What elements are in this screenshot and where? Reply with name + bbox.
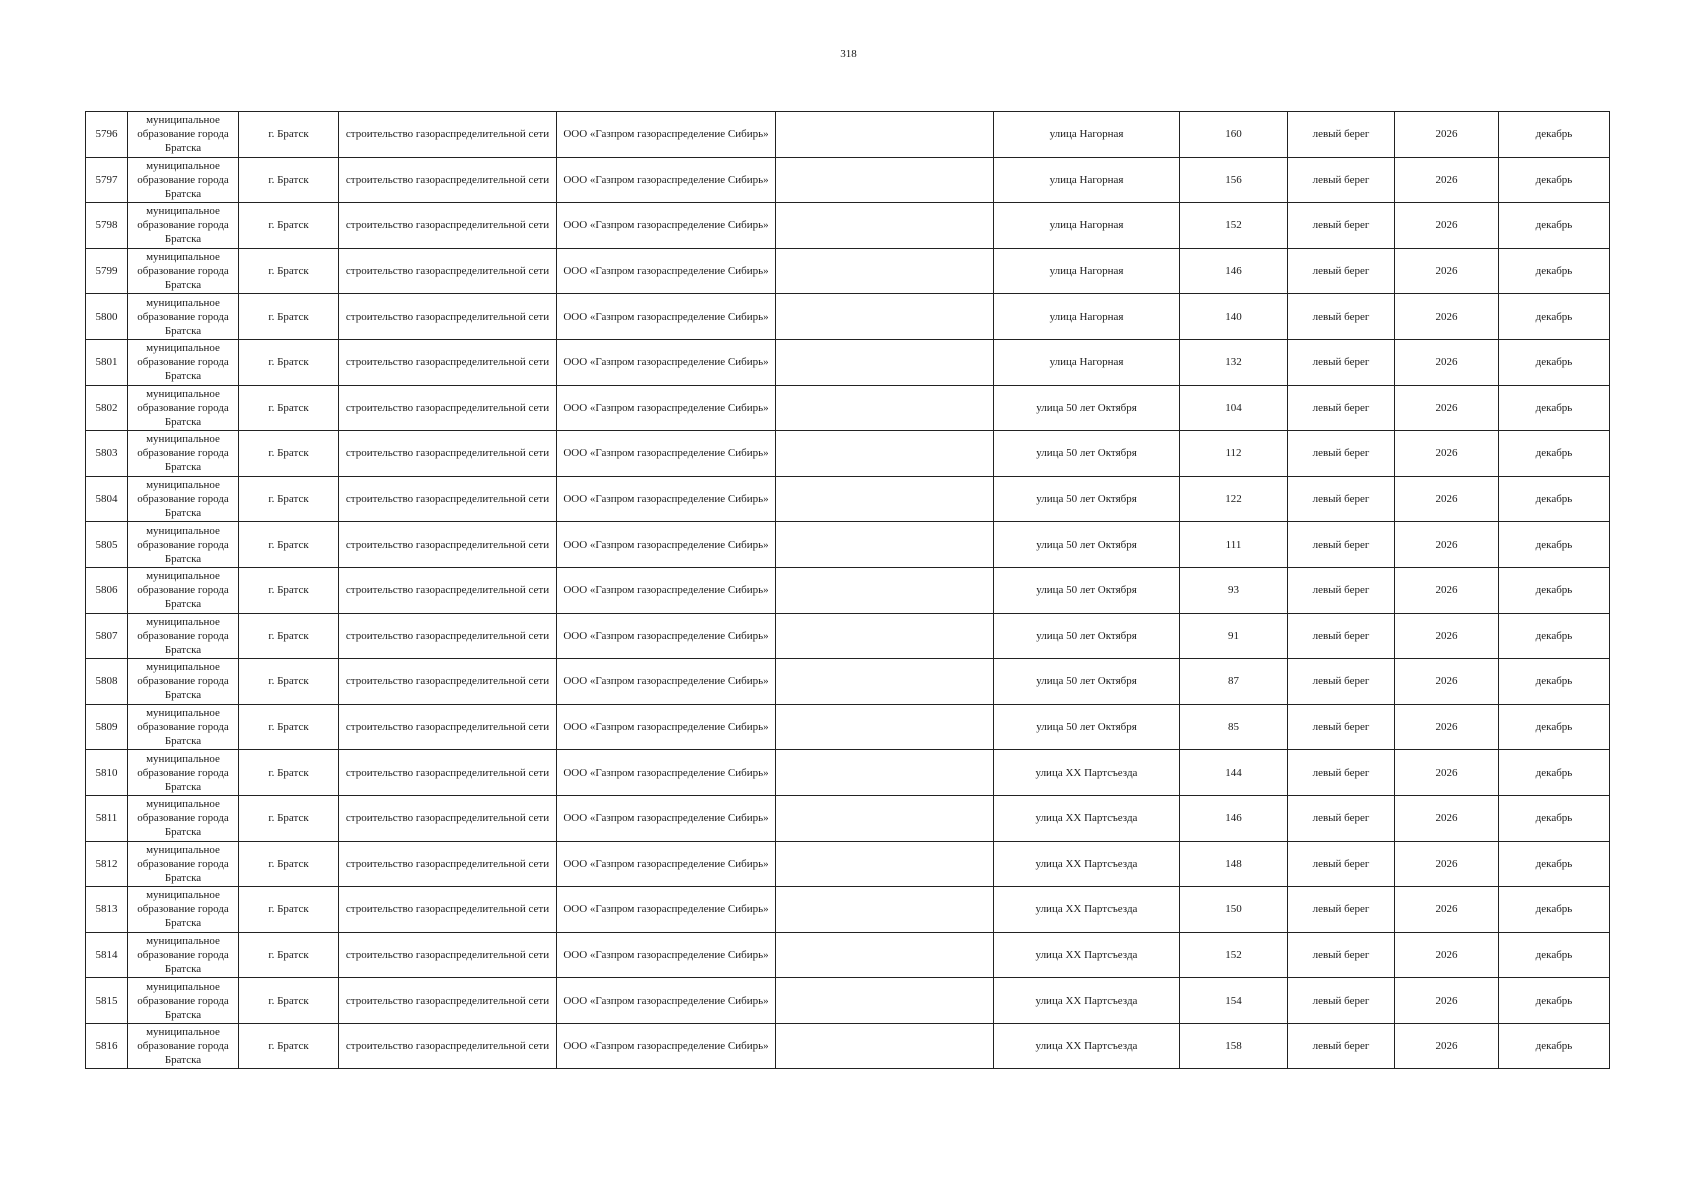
house-number-cell: 132 — [1180, 339, 1288, 385]
work-type-cell: строительство газораспределительной сети — [339, 750, 557, 796]
empty-cell — [776, 476, 994, 522]
municipality-cell: муниципальное образование города Братска — [128, 841, 239, 887]
month-cell: декабрь — [1499, 431, 1610, 477]
year-cell: 2026 — [1395, 704, 1499, 750]
operator-cell: ООО «Газпром газораспределение Сибирь» — [557, 248, 776, 294]
month-cell: декабрь — [1499, 795, 1610, 841]
empty-cell — [776, 795, 994, 841]
year-cell: 2026 — [1395, 522, 1499, 568]
month-cell: декабрь — [1499, 522, 1610, 568]
area-cell: левый берег — [1288, 887, 1395, 933]
house-number-cell: 140 — [1180, 294, 1288, 340]
table-row — [86, 978, 1610, 1024]
street-cell: улица XX Партсъезда — [994, 978, 1180, 1024]
month-cell: декабрь — [1499, 157, 1610, 203]
row-number: 5799 — [86, 248, 128, 294]
table-row — [86, 567, 1610, 613]
house-number-cell: 87 — [1180, 659, 1288, 705]
locality-cell: г. Братск — [239, 567, 339, 613]
table-row — [86, 659, 1610, 705]
empty-cell — [776, 522, 994, 568]
municipality-cell: муниципальное образование города Братска — [128, 294, 239, 340]
street-cell: улица 50 лет Октября — [994, 704, 1180, 750]
work-type-cell: строительство газораспределительной сети — [339, 704, 557, 750]
street-cell: улица Нагорная — [994, 248, 1180, 294]
municipality-cell: муниципальное образование города Братска — [128, 613, 239, 659]
work-type-cell: строительство газораспределительной сети — [339, 431, 557, 477]
work-type-cell: строительство газораспределительной сети — [339, 613, 557, 659]
operator-cell: ООО «Газпром газораспределение Сибирь» — [557, 431, 776, 477]
municipality-cell: муниципальное образование города Братска — [128, 385, 239, 431]
month-cell: декабрь — [1499, 932, 1610, 978]
municipality-cell: муниципальное образование города Братска — [128, 203, 239, 249]
area-cell: левый берег — [1288, 841, 1395, 887]
locality-cell: г. Братск — [239, 294, 339, 340]
municipality-cell: муниципальное образование города Братска — [128, 112, 239, 158]
area-cell: левый берег — [1288, 385, 1395, 431]
row-number: 5816 — [86, 1023, 128, 1069]
row-number: 5800 — [86, 294, 128, 340]
year-cell: 2026 — [1395, 294, 1499, 340]
municipality-cell: муниципальное образование города Братска — [128, 1023, 239, 1069]
row-number: 5810 — [86, 750, 128, 796]
work-type-cell: строительство газораспределительной сети — [339, 522, 557, 568]
operator-cell: ООО «Газпром газораспределение Сибирь» — [557, 522, 776, 568]
year-cell: 2026 — [1395, 476, 1499, 522]
empty-cell — [776, 1023, 994, 1069]
street-cell: улица Нагорная — [994, 157, 1180, 203]
table-row — [86, 385, 1610, 431]
street-cell: улица XX Партсъезда — [994, 750, 1180, 796]
locality-cell: г. Братск — [239, 659, 339, 705]
street-cell: улица XX Партсъезда — [994, 887, 1180, 933]
month-cell: декабрь — [1499, 841, 1610, 887]
operator-cell: ООО «Газпром газораспределение Сибирь» — [557, 385, 776, 431]
house-number-cell: 144 — [1180, 750, 1288, 796]
house-number-cell: 160 — [1180, 112, 1288, 158]
locality-cell: г. Братск — [239, 932, 339, 978]
street-cell: улица XX Партсъезда — [994, 795, 1180, 841]
municipality-cell: муниципальное образование города Братска — [128, 476, 239, 522]
municipality-cell: муниципальное образование города Братска — [128, 248, 239, 294]
street-cell: улица 50 лет Октября — [994, 385, 1180, 431]
house-number-cell: 152 — [1180, 932, 1288, 978]
empty-cell — [776, 978, 994, 1024]
month-cell: декабрь — [1499, 112, 1610, 158]
street-cell: улица 50 лет Октября — [994, 522, 1180, 568]
empty-cell — [776, 567, 994, 613]
municipality-cell: муниципальное образование города Братска — [128, 339, 239, 385]
operator-cell: ООО «Газпром газораспределение Сибирь» — [557, 339, 776, 385]
work-type-cell: строительство газораспределительной сети — [339, 567, 557, 613]
work-type-cell: строительство газораспределительной сети — [339, 248, 557, 294]
area-cell: левый берег — [1288, 932, 1395, 978]
work-type-cell: строительство газораспределительной сети — [339, 887, 557, 933]
area-cell: левый берег — [1288, 203, 1395, 249]
street-cell: улица XX Партсъезда — [994, 1023, 1180, 1069]
work-type-cell: строительство газораспределительной сети — [339, 112, 557, 158]
table-row — [86, 157, 1610, 203]
month-cell: декабрь — [1499, 887, 1610, 933]
year-cell: 2026 — [1395, 795, 1499, 841]
month-cell: декабрь — [1499, 248, 1610, 294]
empty-cell — [776, 841, 994, 887]
empty-cell — [776, 750, 994, 796]
area-cell: левый берег — [1288, 339, 1395, 385]
row-number: 5803 — [86, 431, 128, 477]
table-row — [86, 795, 1610, 841]
work-type-cell: строительство газораспределительной сети — [339, 476, 557, 522]
row-number: 5804 — [86, 476, 128, 522]
operator-cell: ООО «Газпром газораспределение Сибирь» — [557, 1023, 776, 1069]
row-number: 5807 — [86, 613, 128, 659]
work-type-cell: строительство газораспределительной сети — [339, 659, 557, 705]
empty-cell — [776, 659, 994, 705]
operator-cell: ООО «Газпром газораспределение Сибирь» — [557, 887, 776, 933]
month-cell: декабрь — [1499, 294, 1610, 340]
work-type-cell: строительство газораспределительной сети — [339, 203, 557, 249]
month-cell: декабрь — [1499, 1023, 1610, 1069]
empty-cell — [776, 431, 994, 477]
operator-cell: ООО «Газпром газораспределение Сибирь» — [557, 795, 776, 841]
month-cell: декабрь — [1499, 203, 1610, 249]
area-cell: левый берег — [1288, 750, 1395, 796]
street-cell: улица 50 лет Октября — [994, 613, 1180, 659]
work-type-cell: строительство газораспределительной сети — [339, 1023, 557, 1069]
empty-cell — [776, 203, 994, 249]
table-row — [86, 704, 1610, 750]
municipality-cell: муниципальное образование города Братска — [128, 887, 239, 933]
street-cell: улица XX Партсъезда — [994, 841, 1180, 887]
empty-cell — [776, 294, 994, 340]
municipality-cell: муниципальное образование города Братска — [128, 750, 239, 796]
municipality-cell: муниципальное образование города Братска — [128, 157, 239, 203]
municipality-cell: муниципальное образование города Братска — [128, 522, 239, 568]
municipality-cell: муниципальное образование города Братска — [128, 978, 239, 1024]
row-number: 5802 — [86, 385, 128, 431]
table-row — [86, 522, 1610, 568]
year-cell: 2026 — [1395, 1023, 1499, 1069]
work-type-cell: строительство газораспределительной сети — [339, 841, 557, 887]
empty-cell — [776, 613, 994, 659]
empty-cell — [776, 112, 994, 158]
month-cell: декабрь — [1499, 978, 1610, 1024]
table-row — [86, 112, 1610, 158]
operator-cell: ООО «Газпром газораспределение Сибирь» — [557, 203, 776, 249]
house-number-cell: 104 — [1180, 385, 1288, 431]
month-cell: декабрь — [1499, 659, 1610, 705]
house-number-cell: 122 — [1180, 476, 1288, 522]
registry-table — [85, 111, 1610, 1069]
locality-cell: г. Братск — [239, 522, 339, 568]
house-number-cell: 93 — [1180, 567, 1288, 613]
year-cell: 2026 — [1395, 248, 1499, 294]
year-cell: 2026 — [1395, 659, 1499, 705]
empty-cell — [776, 887, 994, 933]
year-cell: 2026 — [1395, 203, 1499, 249]
table-row — [86, 887, 1610, 933]
locality-cell: г. Братск — [239, 431, 339, 477]
area-cell: левый берег — [1288, 978, 1395, 1024]
empty-cell — [776, 157, 994, 203]
house-number-cell: 150 — [1180, 887, 1288, 933]
municipality-cell: муниципальное образование города Братска — [128, 431, 239, 477]
month-cell: декабрь — [1499, 476, 1610, 522]
house-number-cell: 91 — [1180, 613, 1288, 659]
municipality-cell: муниципальное образование города Братска — [128, 567, 239, 613]
locality-cell: г. Братск — [239, 157, 339, 203]
operator-cell: ООО «Газпром газораспределение Сибирь» — [557, 294, 776, 340]
locality-cell: г. Братск — [239, 1023, 339, 1069]
house-number-cell: 148 — [1180, 841, 1288, 887]
area-cell: левый берег — [1288, 613, 1395, 659]
operator-cell: ООО «Газпром газораспределение Сибирь» — [557, 750, 776, 796]
year-cell: 2026 — [1395, 385, 1499, 431]
table-row — [86, 248, 1610, 294]
table-row — [86, 841, 1610, 887]
house-number-cell: 111 — [1180, 522, 1288, 568]
operator-cell: ООО «Газпром газораспределение Сибирь» — [557, 567, 776, 613]
table-row — [86, 294, 1610, 340]
month-cell: декабрь — [1499, 750, 1610, 796]
street-cell: улица 50 лет Октября — [994, 431, 1180, 477]
house-number-cell: 158 — [1180, 1023, 1288, 1069]
operator-cell: ООО «Газпром газораспределение Сибирь» — [557, 978, 776, 1024]
empty-cell — [776, 704, 994, 750]
street-cell: улица Нагорная — [994, 339, 1180, 385]
row-number: 5806 — [86, 567, 128, 613]
municipality-cell: муниципальное образование города Братска — [128, 659, 239, 705]
area-cell: левый берег — [1288, 704, 1395, 750]
locality-cell: г. Братск — [239, 112, 339, 158]
row-number: 5809 — [86, 704, 128, 750]
area-cell: левый берег — [1288, 522, 1395, 568]
operator-cell: ООО «Газпром газораспределение Сибирь» — [557, 841, 776, 887]
street-cell: улица Нагорная — [994, 203, 1180, 249]
operator-cell: ООО «Газпром газораспределение Сибирь» — [557, 659, 776, 705]
page-number: 318 — [840, 48, 857, 60]
row-number: 5812 — [86, 841, 128, 887]
municipality-cell: муниципальное образование города Братска — [128, 795, 239, 841]
row-number: 5798 — [86, 203, 128, 249]
area-cell: левый берег — [1288, 157, 1395, 203]
work-type-cell: строительство газораспределительной сети — [339, 339, 557, 385]
empty-cell — [776, 248, 994, 294]
table-row — [86, 613, 1610, 659]
area-cell: левый берег — [1288, 659, 1395, 705]
municipality-cell: муниципальное образование города Братска — [128, 932, 239, 978]
table-row — [86, 750, 1610, 796]
row-number: 5808 — [86, 659, 128, 705]
locality-cell: г. Братск — [239, 887, 339, 933]
area-cell: левый берег — [1288, 294, 1395, 340]
locality-cell: г. Братск — [239, 339, 339, 385]
operator-cell: ООО «Газпром газораспределение Сибирь» — [557, 157, 776, 203]
locality-cell: г. Братск — [239, 385, 339, 431]
operator-cell: ООО «Газпром газораспределение Сибирь» — [557, 932, 776, 978]
operator-cell: ООО «Газпром газораспределение Сибирь» — [557, 476, 776, 522]
work-type-cell: строительство газораспределительной сети — [339, 978, 557, 1024]
area-cell: левый берег — [1288, 567, 1395, 613]
house-number-cell: 154 — [1180, 978, 1288, 1024]
year-cell: 2026 — [1395, 567, 1499, 613]
house-number-cell: 146 — [1180, 248, 1288, 294]
municipality-cell: муниципальное образование города Братска — [128, 704, 239, 750]
year-cell: 2026 — [1395, 157, 1499, 203]
street-cell: улица Нагорная — [994, 112, 1180, 158]
year-cell: 2026 — [1395, 841, 1499, 887]
empty-cell — [776, 339, 994, 385]
locality-cell: г. Братск — [239, 203, 339, 249]
work-type-cell: строительство газораспределительной сети — [339, 795, 557, 841]
table-row — [86, 1023, 1610, 1069]
street-cell: улица 50 лет Октября — [994, 567, 1180, 613]
table-body — [86, 112, 1610, 1069]
month-cell: декабрь — [1499, 704, 1610, 750]
street-cell: улица Нагорная — [994, 294, 1180, 340]
row-number: 5811 — [86, 795, 128, 841]
year-cell: 2026 — [1395, 112, 1499, 158]
year-cell: 2026 — [1395, 932, 1499, 978]
work-type-cell: строительство газораспределительной сети — [339, 932, 557, 978]
year-cell: 2026 — [1395, 431, 1499, 477]
locality-cell: г. Братск — [239, 248, 339, 294]
locality-cell: г. Братск — [239, 704, 339, 750]
locality-cell: г. Братск — [239, 795, 339, 841]
year-cell: 2026 — [1395, 613, 1499, 659]
area-cell: левый берег — [1288, 1023, 1395, 1069]
locality-cell: г. Братск — [239, 978, 339, 1024]
empty-cell — [776, 385, 994, 431]
year-cell: 2026 — [1395, 887, 1499, 933]
locality-cell: г. Братск — [239, 476, 339, 522]
table-row — [86, 932, 1610, 978]
table-row — [86, 476, 1610, 522]
table-row — [86, 431, 1610, 477]
year-cell: 2026 — [1395, 978, 1499, 1024]
month-cell: декабрь — [1499, 567, 1610, 613]
row-number: 5814 — [86, 932, 128, 978]
row-number: 5796 — [86, 112, 128, 158]
house-number-cell: 152 — [1180, 203, 1288, 249]
table-row — [86, 339, 1610, 385]
row-number: 5801 — [86, 339, 128, 385]
empty-cell — [776, 932, 994, 978]
house-number-cell: 112 — [1180, 431, 1288, 477]
month-cell: декабрь — [1499, 613, 1610, 659]
house-number-cell: 146 — [1180, 795, 1288, 841]
row-number: 5815 — [86, 978, 128, 1024]
row-number: 5797 — [86, 157, 128, 203]
area-cell: левый берег — [1288, 431, 1395, 477]
work-type-cell: строительство газораспределительной сети — [339, 157, 557, 203]
street-cell: улица 50 лет Октября — [994, 476, 1180, 522]
house-number-cell: 156 — [1180, 157, 1288, 203]
year-cell: 2026 — [1395, 750, 1499, 796]
street-cell: улица XX Партсъезда — [994, 932, 1180, 978]
month-cell: декабрь — [1499, 339, 1610, 385]
operator-cell: ООО «Газпром газораспределение Сибирь» — [557, 704, 776, 750]
house-number-cell: 85 — [1180, 704, 1288, 750]
area-cell: левый берег — [1288, 248, 1395, 294]
locality-cell: г. Братск — [239, 841, 339, 887]
area-cell: левый берег — [1288, 795, 1395, 841]
work-type-cell: строительство газораспределительной сети — [339, 294, 557, 340]
operator-cell: ООО «Газпром газораспределение Сибирь» — [557, 613, 776, 659]
locality-cell: г. Братск — [239, 613, 339, 659]
street-cell: улица 50 лет Октября — [994, 659, 1180, 705]
work-type-cell: строительство газораспределительной сети — [339, 385, 557, 431]
table-row — [86, 203, 1610, 249]
row-number: 5805 — [86, 522, 128, 568]
operator-cell: ООО «Газпром газораспределение Сибирь» — [557, 112, 776, 158]
month-cell: декабрь — [1499, 385, 1610, 431]
year-cell: 2026 — [1395, 339, 1499, 385]
locality-cell: г. Братск — [239, 750, 339, 796]
area-cell: левый берег — [1288, 112, 1395, 158]
row-number: 5813 — [86, 887, 128, 933]
area-cell: левый берег — [1288, 476, 1395, 522]
